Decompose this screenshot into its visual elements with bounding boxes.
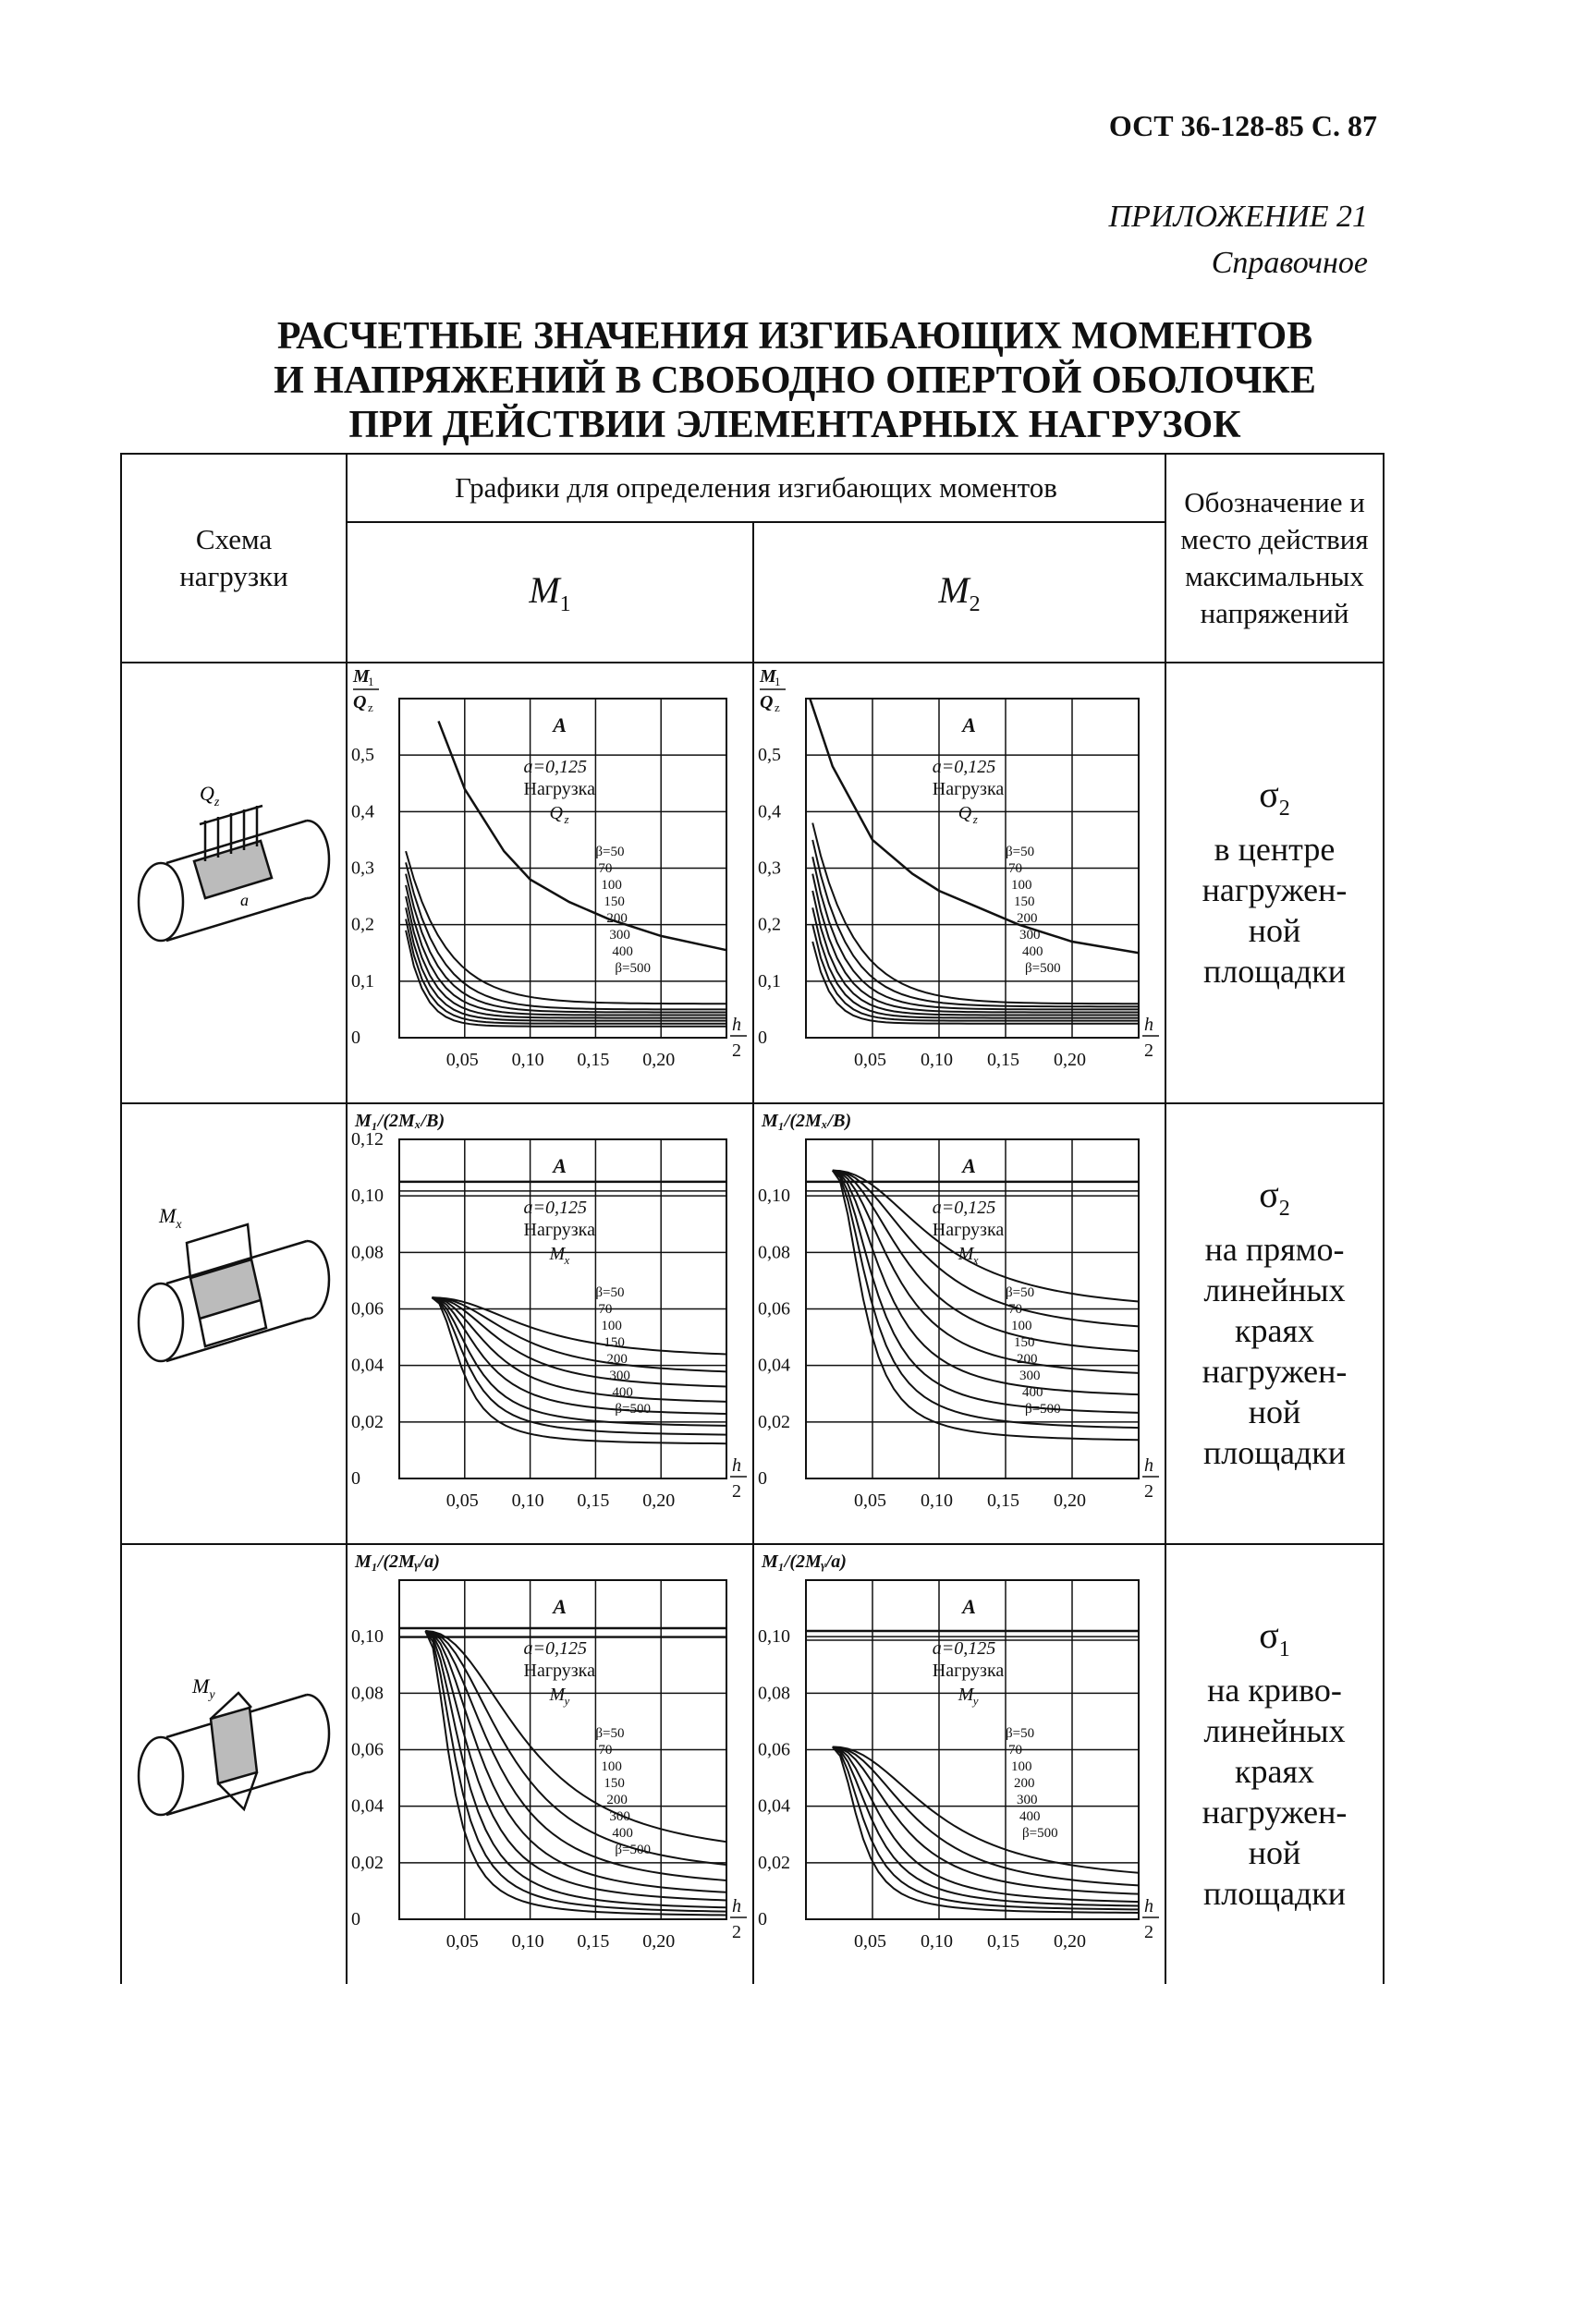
- beta-curve: [833, 1746, 1139, 1913]
- x-tick-label: 0,15: [987, 1050, 1019, 1070]
- y-axis-label: [759, 666, 786, 714]
- stress-my: [1165, 1544, 1384, 1984]
- stress-text-my-2: линейных: [1203, 1712, 1346, 1749]
- y-label-num-sub: 1: [368, 675, 374, 688]
- beta-label: 200: [1017, 911, 1038, 926]
- title-line-2: И НАПРЯЖЕНИЙ В СВОБОДНО ОПЕРТОЙ ОБОЛОЧКЕ: [274, 359, 1316, 402]
- cylinder-mx-icon: [122, 1104, 344, 1539]
- schema-dim-a: a: [240, 891, 249, 909]
- chart-r2-m2-cell: [753, 1103, 1165, 1544]
- x-tick-label: 0,15: [577, 1931, 610, 1952]
- beta-label: 300: [609, 928, 630, 943]
- annotation-load: Нагрузка: [523, 1661, 595, 1681]
- annotation-a: a=0,125: [523, 757, 588, 777]
- x-tick-label: 0,05: [445, 1491, 479, 1511]
- x-tick-label: 0,15: [987, 1931, 1019, 1952]
- beta-label: β=50: [1006, 1726, 1035, 1741]
- beta-label: 150: [604, 894, 625, 909]
- y-tick-label: 0,02: [351, 1852, 384, 1873]
- chart-r1-m2-cell: [753, 663, 1165, 1103]
- x-axis-label-num: h: [1144, 1896, 1153, 1916]
- y-tick-label: 0: [758, 1028, 767, 1048]
- beta-label: β=500: [1025, 961, 1061, 976]
- beta-label: β=500: [1022, 1826, 1058, 1841]
- y-tick-label: 0,12: [351, 1129, 384, 1150]
- annotation-load-symbol: Q: [958, 803, 972, 823]
- title-line-1: РАСЧЕТНЫЕ ЗНАЧЕНИЯ ИЗГИБАЮЩИХ МОМЕНТОВ: [276, 315, 1313, 358]
- header-stress-text: Обозначение и место действия максимальных напряжений: [1180, 486, 1369, 629]
- row-my: [121, 1544, 1384, 1984]
- cylinder-end-mx: [139, 1284, 183, 1361]
- schema-load-label-mx: $M_x$: [159, 1204, 182, 1232]
- chart-r3-m2-cell: [753, 1544, 1165, 1984]
- beta-curve: [812, 857, 1139, 1009]
- y-tick-label: 0: [351, 1028, 360, 1048]
- curve-A-label: A: [553, 1154, 567, 1177]
- beta-label: 150: [604, 1776, 625, 1791]
- chart-r3-m1-cell: [347, 1544, 753, 1984]
- y-label-den-sub: z: [368, 700, 373, 714]
- beta-label: 150: [604, 1335, 625, 1350]
- beta-label: β=50: [595, 1285, 625, 1300]
- y-label-den: Q: [353, 692, 367, 712]
- y-tick-label: 0,02: [758, 1852, 790, 1873]
- document-id: ОСТ 36-128-85 С. 87: [1108, 109, 1377, 142]
- beta-label: 100: [1011, 1759, 1032, 1774]
- beta-label: 300: [1017, 1793, 1038, 1807]
- x-tick-label: 0,20: [642, 1931, 676, 1952]
- y-tick-label: 0,06: [758, 1298, 790, 1320]
- stress-symbol-mx: $\sigma_2$: [1259, 1174, 1290, 1221]
- y-tick-label: 0,04: [351, 1795, 384, 1817]
- annotation-load-sub: z: [972, 812, 978, 826]
- header-m2-symbol: M: [938, 568, 970, 611]
- y-tick-label: 0,08: [758, 1683, 790, 1704]
- y-label-den-sub: z: [775, 700, 780, 714]
- stress-symbol-my: $\sigma_1$: [1259, 1614, 1290, 1661]
- curve-A-label: A: [553, 713, 567, 736]
- x-axis-label-den: 2: [1144, 1922, 1153, 1942]
- beta-curve: [833, 1746, 1139, 1909]
- stress-mx: [1165, 1103, 1384, 1544]
- beta-label: 70: [598, 1302, 613, 1317]
- x-axis-label-num: h: [732, 1455, 741, 1476]
- beta-label: 70: [1008, 1743, 1022, 1758]
- beta-label: 400: [1022, 944, 1043, 959]
- x-tick-label: 0,10: [511, 1491, 544, 1511]
- stress-text-qz-4: площадки: [1203, 953, 1347, 990]
- x-tick-label: 0,15: [987, 1491, 1019, 1511]
- stress-text-mx-2: линейных: [1203, 1272, 1346, 1308]
- beta-label: 400: [1019, 1809, 1041, 1824]
- cylinder-qz-icon: [122, 663, 344, 1098]
- beta-label: 100: [601, 1759, 622, 1774]
- x-axis-label-den: 2: [1144, 1481, 1153, 1502]
- y-tick-label: 0,02: [351, 1411, 384, 1432]
- stress-qz: [1165, 663, 1384, 1103]
- beta-curve: [833, 1171, 1139, 1327]
- beta-label: β=500: [615, 961, 651, 976]
- beta-curve: [406, 885, 726, 1016]
- document-title: [157, 314, 1433, 447]
- stress-text-my-6: площадки: [1203, 1875, 1347, 1912]
- y-tick-label: 0: [351, 1909, 360, 1929]
- x-tick-label: 0,20: [1054, 1931, 1086, 1952]
- beta-label: 200: [1014, 1776, 1035, 1791]
- chart-r2-m2: [754, 1104, 1166, 1539]
- annotation-load-symbol: M: [549, 1244, 566, 1264]
- chart-r2-m1-cell: [347, 1103, 753, 1544]
- y-tick-label: 0,1: [758, 970, 781, 992]
- beta-label: 100: [1011, 878, 1032, 893]
- beta-curve: [432, 1297, 726, 1414]
- beta-curve: [406, 862, 726, 1009]
- beta-label: 200: [1017, 1352, 1038, 1367]
- stress-text-mx-4: нагружен-: [1202, 1353, 1348, 1390]
- stress-text-mx-6: площадки: [1203, 1434, 1347, 1471]
- beta-label: 70: [598, 1743, 613, 1758]
- x-tick-label: 0,10: [511, 1050, 544, 1070]
- row-mx: [121, 1103, 1384, 1544]
- x-axis-label-num: h: [1144, 1015, 1153, 1035]
- title-line-3: ПРИ ДЕЙСТВИИ ЭЛЕМЕНТАРНЫХ НАГРУЗОК: [348, 404, 1241, 446]
- y-axis-label: M₁/(2Mᵧ/a): [355, 1551, 440, 1572]
- chart-r1-m2: [754, 663, 1166, 1098]
- stress-symbol-qz: $\sigma_2$: [1259, 773, 1290, 821]
- beta-label: 400: [1022, 1385, 1043, 1400]
- header-m2: [753, 522, 1165, 663]
- stress-text-qz-3: ной: [1248, 912, 1301, 949]
- y-tick-label: 0,04: [758, 1355, 790, 1376]
- chart-r1-m1: [348, 663, 754, 1098]
- beta-label: 100: [601, 878, 622, 893]
- curve-A-label: A: [553, 1595, 567, 1618]
- x-axis-label-den: 2: [732, 1481, 741, 1502]
- annotation-load-symbol: M: [958, 1244, 974, 1264]
- beta-label: 300: [609, 1369, 630, 1383]
- y-tick-label: 0,4: [758, 801, 781, 822]
- annotation-load-sub: x: [972, 1253, 979, 1267]
- loaded-area-mx: [190, 1259, 261, 1319]
- y-tick-label: 0,06: [758, 1739, 790, 1760]
- stress-text-qz-1: в центре: [1214, 831, 1336, 868]
- y-tick-label: 0,06: [351, 1298, 384, 1320]
- x-tick-label: 0,05: [854, 1050, 886, 1070]
- beta-label: 300: [609, 1809, 630, 1824]
- beta-label: 200: [606, 1793, 628, 1807]
- y-tick-label: 0,10: [758, 1186, 790, 1207]
- schema-load-label-my: $M_y$: [192, 1674, 215, 1702]
- beta-label: 300: [1019, 928, 1041, 943]
- beta-label: 400: [612, 1385, 633, 1400]
- y-tick-label: 0,3: [351, 858, 374, 879]
- y-tick-label: 0,06: [351, 1739, 384, 1760]
- beta-label: 400: [612, 944, 633, 959]
- y-tick-label: 0,04: [351, 1355, 384, 1376]
- beta-curve: [406, 874, 726, 1013]
- stress-text-mx-3: краях: [1235, 1312, 1315, 1349]
- beta-label: β=50: [1006, 845, 1035, 859]
- curve-A-label: A: [962, 713, 976, 736]
- beta-label: β=500: [1025, 1402, 1061, 1417]
- beta-label: 150: [1014, 1335, 1035, 1350]
- curve-A-label: A: [962, 1595, 976, 1618]
- annotation-load: Нагрузка: [932, 779, 1005, 799]
- annotation-load-symbol: M: [958, 1685, 974, 1705]
- load-table: [120, 453, 1385, 1984]
- x-tick-label: 0,20: [642, 1050, 676, 1070]
- x-tick-label: 0,10: [921, 1931, 953, 1952]
- x-tick-label: 0,05: [854, 1491, 886, 1511]
- schema-my: [121, 1544, 347, 1984]
- annotation-load-sub: y: [972, 1694, 979, 1708]
- curve-A-label: A: [962, 1154, 976, 1177]
- x-axis-label-den: 2: [1144, 1040, 1153, 1061]
- appendix-block: [1017, 194, 1368, 286]
- x-tick-label: 0,15: [577, 1491, 610, 1511]
- x-tick-label: 0,15: [577, 1050, 610, 1070]
- beta-label: 150: [1014, 894, 1035, 909]
- y-tick-label: 0,5: [758, 745, 781, 766]
- x-axis-label-den: 2: [732, 1040, 741, 1061]
- y-tick-label: 0,10: [758, 1626, 790, 1648]
- beta-curve: [812, 891, 1139, 1016]
- beta-curve: [812, 823, 1139, 1004]
- loaded-area-my: [211, 1708, 257, 1783]
- stress-text-my-3: краях: [1235, 1753, 1315, 1790]
- beta-label: 70: [598, 861, 613, 876]
- appendix-type: Справочное: [1211, 246, 1368, 280]
- stress-text-my-5: ной: [1248, 1834, 1301, 1871]
- y-tick-label: 0: [758, 1909, 767, 1929]
- cylinder-end-my: [139, 1737, 183, 1815]
- annotation-a: a=0,125: [932, 757, 996, 777]
- schema-load-label-qz: $Q_z$: [200, 782, 220, 809]
- y-tick-label: 0,5: [351, 745, 374, 766]
- x-tick-label: 0,05: [854, 1931, 886, 1952]
- cylinder-my-icon: [122, 1545, 344, 1979]
- y-tick-label: 0,08: [758, 1242, 790, 1263]
- annotation-load: Нагрузка: [523, 1220, 595, 1240]
- cylinder-back-qz: [307, 821, 329, 898]
- x-tick-label: 0,20: [642, 1491, 676, 1511]
- beta-label: 300: [1019, 1369, 1041, 1383]
- y-tick-label: 0,08: [351, 1242, 384, 1263]
- y-tick-label: 0,2: [351, 914, 374, 935]
- header-schema: [121, 454, 347, 663]
- beta-label: β=50: [1006, 1285, 1035, 1300]
- stress-text-mx-5: ной: [1248, 1393, 1301, 1430]
- x-axis-label-num: h: [1144, 1455, 1153, 1476]
- x-axis-label-num: h: [732, 1896, 741, 1916]
- header-schema-text: Схема нагрузки: [179, 523, 288, 592]
- stress-text-qz-2: нагружен-: [1202, 871, 1348, 908]
- beta-curve: [432, 1297, 726, 1434]
- chart-r1-m1-cell: [347, 663, 753, 1103]
- annotation-load: Нагрузка: [523, 779, 595, 799]
- x-tick-label: 0,05: [445, 1931, 479, 1952]
- x-tick-label: 0,20: [1054, 1491, 1086, 1511]
- chart-r2-m1: [348, 1104, 754, 1539]
- annotation-load-symbol: Q: [549, 803, 563, 823]
- schema-qz: [121, 663, 347, 1103]
- cylinder-back-my: [307, 1695, 329, 1772]
- annotation-load-symbol: M: [549, 1685, 566, 1705]
- y-tick-label: 0,4: [351, 801, 374, 822]
- annotation-load-sub: y: [564, 1694, 570, 1708]
- beta-label: β=500: [615, 1843, 651, 1857]
- x-axis-label-num: h: [732, 1015, 741, 1035]
- curves-group: [810, 699, 1139, 1024]
- x-tick-label: 0,10: [921, 1050, 953, 1070]
- y-tick-label: 0,1: [351, 970, 374, 992]
- beta-curve: [833, 1746, 1139, 1902]
- header-m2-subscript: 2: [969, 591, 981, 616]
- annotation-load: Нагрузка: [932, 1661, 1005, 1681]
- annotation-a: a=0,125: [523, 1638, 588, 1659]
- cylinder-back-mx: [307, 1241, 329, 1319]
- header-m1-subscript: 1: [559, 591, 571, 616]
- y-tick-label: 0,10: [351, 1186, 384, 1207]
- annotation-load-sub: z: [564, 812, 569, 826]
- beta-label: β=50: [595, 845, 625, 859]
- beta-label: 70: [1008, 861, 1022, 876]
- beta-label: 200: [606, 911, 628, 926]
- y-tick-label: 0,3: [758, 858, 781, 879]
- stress-text-my-1: на криво-: [1207, 1672, 1342, 1709]
- beta-label: 400: [612, 1826, 633, 1841]
- appendix-number: ПРИЛОЖЕНИЕ 21: [1108, 200, 1368, 234]
- y-label-num-sub: 1: [775, 675, 781, 688]
- y-tick-label: 0: [351, 1468, 360, 1489]
- x-axis-label-den: 2: [732, 1922, 741, 1942]
- header-m1-symbol: M: [529, 568, 560, 611]
- annotation-a: a=0,125: [932, 1638, 996, 1659]
- header-stress: [1165, 454, 1384, 663]
- y-axis-label: M₁/(2Mₓ/B): [355, 1111, 445, 1131]
- y-axis-label: [352, 666, 379, 714]
- beta-curve: [812, 874, 1139, 1013]
- y-label-den: Q: [760, 692, 774, 712]
- beta-label: β=500: [615, 1402, 651, 1417]
- y-axis-label: M₁/(2Mᵧ/a): [762, 1551, 847, 1572]
- row-qz: [121, 663, 1384, 1103]
- annotation-load: Нагрузка: [932, 1220, 1005, 1240]
- cylinder-end-qz: [139, 863, 183, 941]
- x-tick-label: 0,10: [511, 1931, 544, 1952]
- stress-text-mx-1: на прямо-: [1204, 1231, 1345, 1268]
- annotation-a: a=0,125: [523, 1198, 588, 1218]
- beta-label: 200: [606, 1352, 628, 1367]
- beta-label: 70: [1008, 1302, 1022, 1317]
- x-tick-label: 0,10: [921, 1491, 953, 1511]
- beta-label: 100: [601, 1319, 622, 1333]
- y-tick-label: 0,08: [351, 1683, 384, 1704]
- stress-text-my-4: нагружен-: [1202, 1794, 1348, 1831]
- header-m1: [347, 522, 753, 663]
- y-tick-label: 0,02: [758, 1411, 790, 1432]
- y-tick-label: 0,04: [758, 1795, 790, 1817]
- x-tick-label: 0,05: [445, 1050, 479, 1070]
- x-tick-label: 0,20: [1054, 1050, 1086, 1070]
- beta-label: 100: [1011, 1319, 1032, 1333]
- y-label-num: M: [760, 666, 776, 687]
- beta-label: β=50: [595, 1726, 625, 1741]
- annotation-load-sub: x: [564, 1253, 570, 1267]
- y-tick-label: 0: [758, 1468, 767, 1489]
- annotation-a: a=0,125: [932, 1198, 996, 1218]
- beta-curve: [833, 1746, 1139, 1885]
- schema-mx: [121, 1103, 347, 1544]
- y-axis-label: M₁/(2Mₓ/B): [762, 1111, 852, 1131]
- beta-curve: [432, 1297, 726, 1402]
- chart-r3-m2: [754, 1545, 1166, 1979]
- y-label-num: M: [353, 666, 370, 687]
- y-tick-label: 0,2: [758, 914, 781, 935]
- header-graphs: Графики для определения изгибающих моментов: [347, 454, 1165, 522]
- chart-r3-m1: [348, 1545, 754, 1979]
- y-tick-label: 0,10: [351, 1626, 384, 1648]
